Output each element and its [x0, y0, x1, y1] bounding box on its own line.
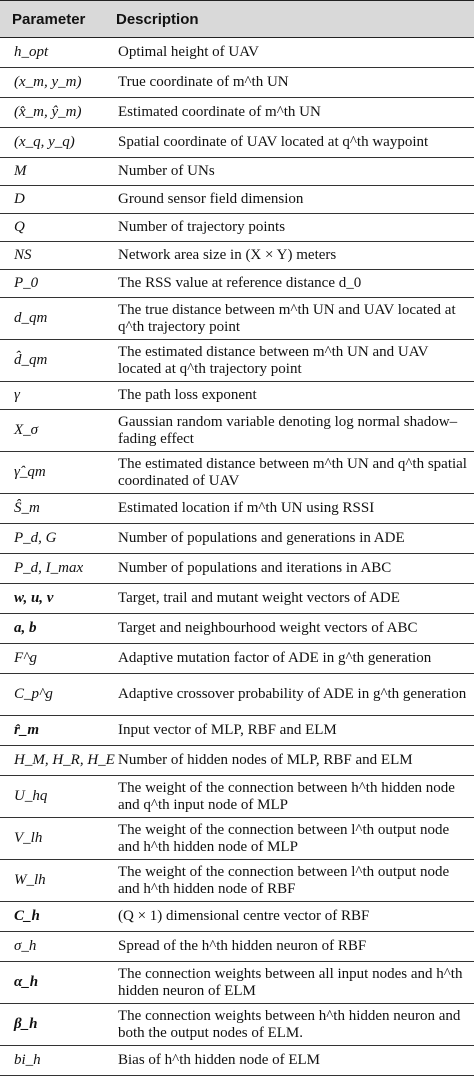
- table-row: [0, 214, 474, 242]
- description-cell: The weight of the connection between l^th output node and h^th hidden node of RBF: [118, 863, 450, 897]
- table-row: [0, 452, 474, 494]
- table-row: [0, 242, 474, 270]
- table-row: [0, 860, 474, 902]
- description-cell: The connection weights between all input nodes and h^th hidden neuron of ELM: [118, 965, 463, 999]
- description-cell: Adaptive mutation factor of ADE in g^th generation: [118, 650, 432, 666]
- description-cell: Number of UNs: [118, 163, 215, 179]
- description-cell: Target, trail and mutant weight vectors of ADE: [118, 590, 400, 606]
- table-row: [0, 158, 474, 186]
- parameter-cell: F^g: [14, 650, 37, 666]
- description-cell: The path loss exponent: [118, 387, 257, 403]
- table-row: [0, 494, 474, 524]
- table-body: [0, 38, 474, 1076]
- parameter-cell: β_h: [14, 1016, 38, 1032]
- table-row: [0, 554, 474, 584]
- description-cell: Estimated coordinate of m^th UN: [118, 104, 321, 120]
- parameter-cell: D: [14, 191, 25, 207]
- description-cell: Number of populations and generations in ADE: [118, 530, 405, 546]
- description-cell: Ground sensor field dimension: [118, 191, 304, 207]
- table-row: [0, 340, 474, 382]
- table-row: [0, 68, 474, 98]
- table-row: [0, 614, 474, 644]
- parameter-cell: C_h: [14, 908, 40, 924]
- parameter-cell: a, b: [14, 620, 37, 636]
- description-cell: Number of trajectory points: [118, 219, 286, 235]
- parameter-cell: NS: [14, 247, 32, 263]
- description-cell: The RSS value at reference distance d_0: [118, 275, 362, 291]
- table-row: [0, 818, 474, 860]
- parameter-cell: Q: [14, 219, 25, 235]
- description-cell: The weight of the connection between h^th hidden node and q^th input node of MLP: [118, 779, 455, 813]
- table-row: [0, 932, 474, 962]
- table-row: [0, 674, 474, 716]
- description-cell: Spatial coordinate of UAV located at q^th waypoint: [118, 134, 429, 150]
- description-cell: Adaptive crossover probability of ADE in g^th generation: [118, 686, 467, 702]
- table-row: [0, 746, 474, 776]
- header-parameter: Parameter: [12, 10, 86, 28]
- table-row: [0, 776, 474, 818]
- table-row: [0, 902, 474, 932]
- parameter-cell: (x_q, y_q): [14, 134, 75, 150]
- description-cell: The connection weights between h^th hidden neuron and both the output nodes of ELM.: [118, 1007, 461, 1041]
- table-row: [0, 270, 474, 298]
- description-cell: The estimated distance between m^th UN and q^th spatial coordinated of UAV: [118, 455, 467, 489]
- parameter-cell: (x_m, y_m): [14, 74, 82, 90]
- description-cell: Target and neighbourhood weight vectors of ABC: [118, 620, 418, 636]
- header-description: Description: [116, 10, 199, 28]
- parameter-cell: r̂_m: [14, 722, 40, 738]
- table-row: [0, 186, 474, 214]
- table-row: [0, 382, 474, 410]
- description-cell: Bias of h^th hidden node of ELM: [118, 1052, 321, 1068]
- parameter-cell: X_σ: [14, 422, 39, 438]
- table-row: [0, 1004, 474, 1046]
- description-cell: The weight of the connection between l^th output node and h^th hidden node of MLP: [118, 821, 450, 855]
- parameter-cell: α_h: [14, 974, 39, 990]
- description-cell: Number of populations and iterations in ABC: [118, 560, 392, 576]
- description-cell: Number of hidden nodes of MLP, RBF and ELM: [118, 752, 413, 768]
- parameter-cell: bi_h: [14, 1052, 41, 1068]
- table-row: [0, 298, 474, 340]
- table-header: [0, 0, 474, 38]
- table-row: [0, 410, 474, 452]
- parameter-cell: P_0: [14, 275, 39, 291]
- table-row: [0, 1046, 474, 1076]
- parameter-cell: γ̂_qm: [14, 464, 46, 480]
- description-cell: True coordinate of m^th UN: [118, 74, 289, 90]
- parameter-cell: U_hq: [14, 788, 48, 804]
- parameter-cell: H_M, H_R, H_E: [14, 752, 115, 768]
- description-cell: Estimated location if m^th UN using RSSI: [118, 500, 375, 516]
- table-row: [0, 644, 474, 674]
- parameter-cell: d̂_qm: [14, 352, 48, 368]
- description-cell: The true distance between m^th UN and UAV located at q^th trajectory point: [118, 301, 456, 335]
- parameter-cell: w, u, v: [14, 590, 54, 606]
- table-row: [0, 128, 474, 158]
- table-row: [0, 584, 474, 614]
- parameter-cell: h_opt: [14, 44, 49, 60]
- parameter-cell: V_lh: [14, 830, 43, 846]
- description-cell: (Q × 1) dimensional centre vector of RBF: [118, 908, 370, 924]
- table-row: [0, 38, 474, 68]
- parameter-cell: d_qm: [14, 310, 48, 326]
- table-row: [0, 716, 474, 746]
- description-cell: Spread of the h^th hidden neuron of RBF: [118, 938, 367, 954]
- parameter-cell: C_p^g: [14, 686, 53, 702]
- description-cell: Gaussian random variable denoting log normal shadow–fading effect: [118, 413, 458, 447]
- parameter-cell: M: [14, 163, 27, 179]
- table-row: [0, 98, 474, 128]
- parameter-cell: σ_h: [14, 938, 37, 954]
- description-cell: The estimated distance between m^th UN and UAV located at q^th trajectory point: [118, 343, 429, 377]
- parameter-cell: γ: [14, 387, 20, 403]
- parameter-cell: P_d, G: [14, 530, 57, 546]
- description-cell: Input vector of MLP, RBF and ELM: [118, 722, 337, 738]
- description-cell: Optimal height of UAV: [118, 44, 259, 60]
- parameter-cell: (x̂_m, ŷ_m): [14, 104, 82, 120]
- table-row: [0, 524, 474, 554]
- table-row: [0, 962, 474, 1004]
- description-cell: Network area size in (X × Y) meters: [118, 247, 337, 263]
- parameter-cell: Ŝ_m: [14, 500, 40, 516]
- parameter-cell: W_lh: [14, 872, 46, 888]
- parameter-cell: P_d, I_max: [14, 560, 84, 576]
